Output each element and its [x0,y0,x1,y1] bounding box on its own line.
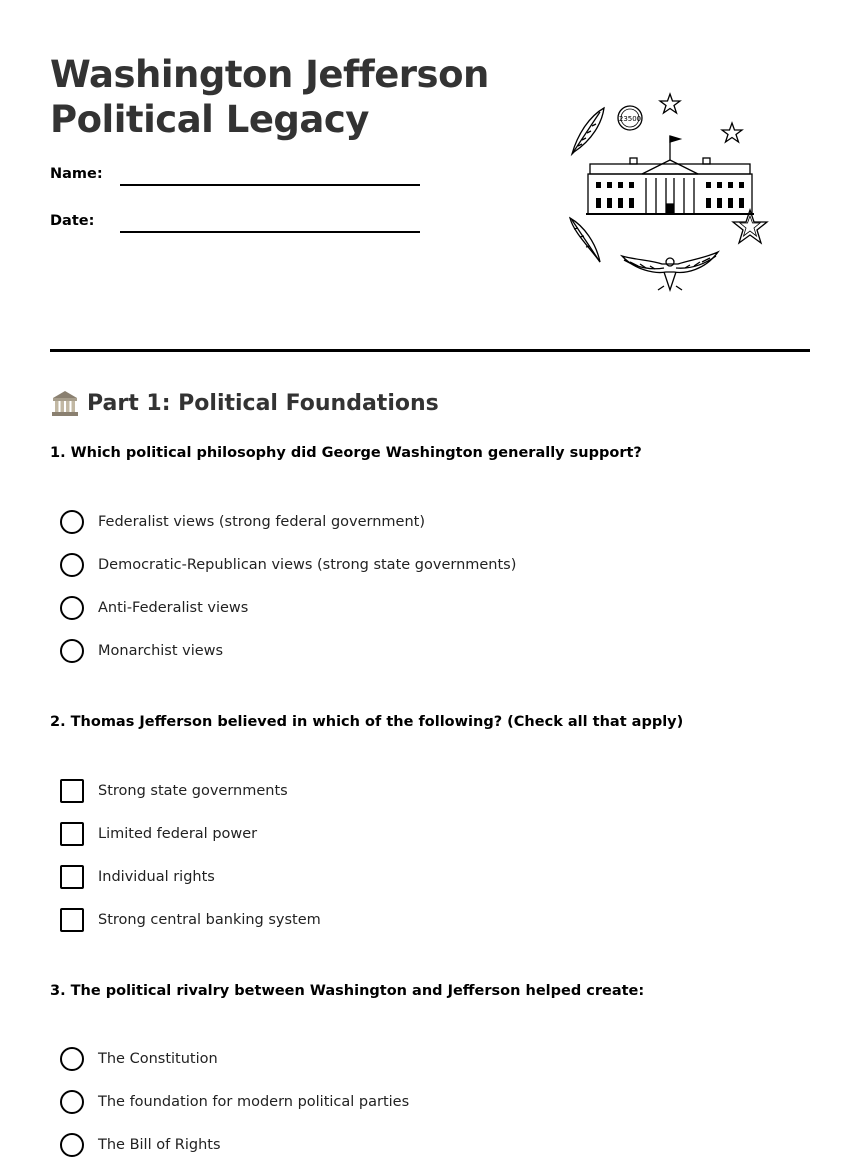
option-label: Individual rights [98,869,215,885]
coin-badge-icon [618,106,642,130]
option-label: Anti-Federalist views [98,600,249,616]
question-1-option-3[interactable] [60,595,248,621]
question-2-option-3[interactable] [60,864,215,890]
radio-button[interactable] [60,639,84,663]
option-label: Federalist views (strong federal government) [98,514,426,530]
question-1-option-1[interactable] [60,509,425,535]
question-3-option-1[interactable] [60,1046,218,1072]
badge-text: 23500 [618,115,642,123]
question-2-option-1[interactable] [60,778,288,804]
radio-button[interactable] [60,510,84,534]
quill-icon [570,218,600,262]
title-line-2: Political Legacy [50,98,369,141]
option-label: Democratic-Republican views (strong state governments) [98,557,517,573]
option-label: Monarchist views [98,643,224,659]
star-icon [722,123,742,142]
question-2-option-2[interactable] [60,821,257,847]
checkbox[interactable] [60,822,84,846]
name-label: Name: [50,166,103,182]
worksheet-title [50,52,489,142]
name-input-line[interactable] [120,184,420,186]
classical-building-icon [50,388,80,418]
section-title: Part 1: Political Foundations [87,390,439,416]
radio-button[interactable] [60,596,84,620]
option-label: Limited federal power [98,826,258,842]
eagle-icon [622,252,718,290]
quill-icon [572,108,604,154]
question-2: 2. Thomas Jefferson believed in which of the following? (Check all that apply) [50,714,684,730]
question-2-option-4[interactable] [60,907,321,933]
option-label: The foundation for modern political parties [98,1094,410,1110]
title-line-1: Washington Jefferson [50,53,489,96]
checkbox[interactable] [60,865,84,889]
radio-button[interactable] [60,553,84,577]
question-1-option-4[interactable] [60,638,223,664]
option-label: The Constitution [98,1051,218,1067]
checkbox[interactable] [60,908,84,932]
radio-button[interactable] [60,1047,84,1071]
white-house-icon [586,136,754,214]
question-3: 3. The political rivalry between Washington and Jefferson helped create: [50,983,645,999]
radio-button[interactable] [60,1090,84,1114]
section-divider [50,349,810,352]
option-label: The Bill of Rights [98,1137,221,1153]
option-label: Strong state governments [98,783,288,799]
question-3-option-2[interactable] [60,1089,409,1115]
date-label: Date: [50,213,95,229]
checkbox[interactable] [60,779,84,803]
star-icon [660,94,680,113]
section-header-part-1 [50,388,439,418]
white-house-illustration [560,88,780,298]
option-label: Strong central banking system [98,912,321,928]
radio-button[interactable] [60,1133,84,1157]
question-3-option-3[interactable] [60,1132,221,1158]
question-1: 1. Which political philosophy did George Washington generally support? [50,445,642,461]
date-input-line[interactable] [120,231,420,233]
question-1-option-2[interactable] [60,552,516,578]
